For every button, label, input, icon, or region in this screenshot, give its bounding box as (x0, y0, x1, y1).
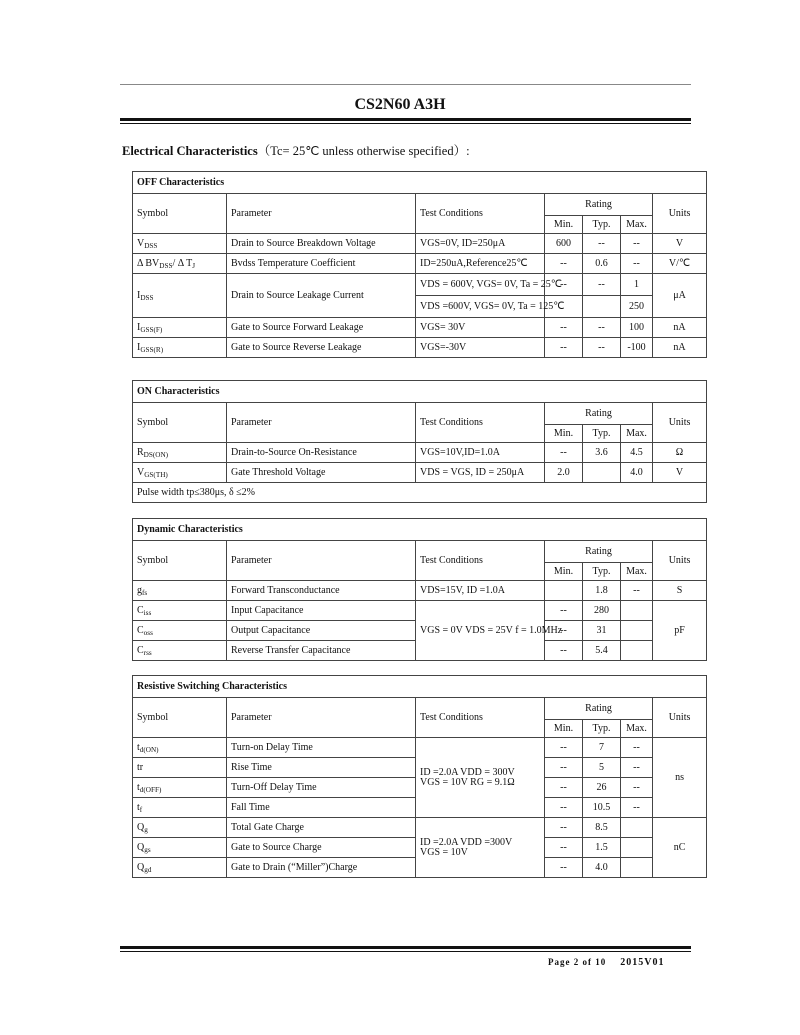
symbol-cell: $C_{rss}$ (133, 641, 227, 661)
typ-cell: 10.5 (583, 798, 621, 818)
table-row (133, 738, 707, 758)
max-cell: -- (621, 581, 653, 601)
header-units: Units (653, 403, 707, 443)
max-cell: 100 (621, 318, 653, 338)
min-cell: 600 (545, 234, 583, 254)
unit-cell: nC (653, 818, 707, 878)
max-cell: 4.0 (621, 463, 653, 483)
min-cell: -- (545, 818, 583, 838)
condition-cell: VGS=0V, ID=250μA (416, 234, 545, 254)
typ-cell (583, 463, 621, 483)
symbol-cell: $t_{d(OFF)}$ (133, 778, 227, 798)
typ-cell: -- (583, 234, 621, 254)
doc-version: 2015V01 (620, 957, 665, 968)
header-rating: Rating (545, 541, 653, 563)
table-row (133, 274, 707, 296)
max-cell: 1 (621, 274, 653, 296)
table-row (133, 463, 707, 483)
symbol-cell: tr (133, 758, 227, 778)
parameter-cell: Total Gate Charge (227, 818, 416, 838)
header-typ: Typ. (583, 216, 621, 234)
typ-cell: -- (583, 318, 621, 338)
condition-cell: VGS=10V,ID=1.0A (416, 443, 545, 463)
header-typ: Typ. (583, 720, 621, 738)
typ-cell: -- (583, 274, 621, 296)
parameter-cell: Gate Threshold Voltage (227, 463, 416, 483)
page-title: CS2N60 A3H (354, 96, 446, 113)
parameter-cell: Reverse Transfer Capacitance (227, 641, 416, 661)
max-cell: 4.5 (621, 443, 653, 463)
min-cell: -- (545, 443, 583, 463)
max-cell: 250 (621, 296, 653, 318)
typ-cell: 3.6 (583, 443, 621, 463)
min-cell: -- (545, 758, 583, 778)
condition-cell: ID =2.0A VDD = 300V VGS = 10V RG = 9.1Ω (416, 738, 545, 818)
parameter-cell: Drain to Source Leakage Current (227, 274, 416, 318)
min-cell: -- (545, 778, 583, 798)
parameter-cell: Gate to Source Reverse Leakage (227, 338, 416, 358)
header-parameter: Parameter (227, 194, 416, 234)
header-symbol: Symbol (133, 194, 227, 234)
table-row (133, 234, 707, 254)
symbol-cell: $I_{DSS}$ (133, 274, 227, 318)
max-cell (621, 858, 653, 878)
min-cell: -- (545, 254, 583, 274)
header-test-conditions: Test Conditions (416, 541, 545, 581)
parameter-cell: Rise Time (227, 758, 416, 778)
header-typ: Typ. (583, 563, 621, 581)
switching-title: Resistive Switching Characteristics (133, 676, 707, 698)
header-units: Units (653, 541, 707, 581)
table-row (133, 818, 707, 838)
header-parameter: Parameter (227, 403, 416, 443)
header-max: Max. (621, 720, 653, 738)
unit-cell: pF (653, 601, 707, 661)
title-rule-thin (120, 123, 691, 124)
switching-characteristics-table (132, 675, 707, 878)
symbol-cell: $I_{GSS(R)}$ (133, 338, 227, 358)
symbol-cell: $R_{DS(ON)}$ (133, 443, 227, 463)
table-row (133, 601, 707, 621)
header-max: Max. (621, 563, 653, 581)
header-min: Min. (545, 720, 583, 738)
symbol-cell: $Q_{gd}$ (133, 858, 227, 878)
footer-rule-thick (120, 946, 691, 949)
heading-rest: （Tc= 25℃ unless otherwise specified）: (257, 144, 470, 158)
min-cell: -- (545, 858, 583, 878)
parameter-cell: Output Capacitance (227, 621, 416, 641)
unit-cell: S (653, 581, 707, 601)
max-cell: -- (621, 234, 653, 254)
max-cell (621, 818, 653, 838)
symbol-cell: Δ $BV_{DSS}/$ Δ $T_J$ (133, 254, 227, 274)
unit-cell: μA (653, 274, 707, 318)
header-max: Max. (621, 425, 653, 443)
symbol-cell: $V_{GS(TH)}$ (133, 463, 227, 483)
symbol-cell: $Q_{gs}$ (133, 838, 227, 858)
condition-cell: VDS =600V, VGS= 0V, Ta = 125℃ (416, 296, 545, 318)
typ-cell: 4.0 (583, 858, 621, 878)
header-rating: Rating (545, 194, 653, 216)
typ-cell: 1.8 (583, 581, 621, 601)
typ-cell: 31 (583, 621, 621, 641)
parameter-cell: Bvdss Temperature Coefficient (227, 254, 416, 274)
symbol-cell: $t_f$ (133, 798, 227, 818)
off-title: OFF Characteristics (133, 172, 707, 194)
typ-cell (583, 296, 621, 318)
max-cell: -- (621, 758, 653, 778)
condition-cell: ID=250uA,Reference25℃ (416, 254, 545, 274)
unit-cell: V/℃ (653, 254, 707, 274)
symbol-cell: $C_{iss}$ (133, 601, 227, 621)
typ-cell: 280 (583, 601, 621, 621)
parameter-cell: Fall Time (227, 798, 416, 818)
max-cell (621, 621, 653, 641)
on-title: ON Characteristics (133, 381, 707, 403)
min-cell: 2.0 (545, 463, 583, 483)
condition-cell: VGS = 0V VDS = 25V f = 1.0MHz (416, 601, 545, 661)
symbol-cell: $Q_g$ (133, 818, 227, 838)
max-cell: -- (621, 254, 653, 274)
parameter-cell: Gate to Drain (“Miller”)Charge (227, 858, 416, 878)
symbol-cell: $t_{d(ON)}$ (133, 738, 227, 758)
typ-cell: 1.5 (583, 838, 621, 858)
min-cell: -- (545, 318, 583, 338)
unit-cell: V (653, 463, 707, 483)
header-rating: Rating (545, 403, 653, 425)
parameter-cell: Turn-Off Delay Time (227, 778, 416, 798)
footer-rule-thin (120, 951, 691, 952)
header-test-conditions: Test Conditions (416, 698, 545, 738)
typ-cell: 5 (583, 758, 621, 778)
parameter-cell: Drain-to-Source On-Resistance (227, 443, 416, 463)
max-cell (621, 601, 653, 621)
parameter-cell: Gate to Source Forward Leakage (227, 318, 416, 338)
header-symbol: Symbol (133, 541, 227, 581)
typ-cell: 7 (583, 738, 621, 758)
header-units: Units (653, 698, 707, 738)
unit-cell: V (653, 234, 707, 254)
min-cell: -- (545, 838, 583, 858)
symbol-cell: $C_{oss}$ (133, 621, 227, 641)
section-heading (122, 141, 470, 159)
page-number: Page 2 of 10 (548, 957, 607, 967)
condition-cell: VGS=-30V (416, 338, 545, 358)
unit-cell: Ω (653, 443, 707, 463)
condition-cell: VDS=15V, ID =1.0A (416, 581, 545, 601)
top-divider (120, 84, 691, 85)
parameter-cell: Drain to Source Breakdown Voltage (227, 234, 416, 254)
pulse-note: Pulse width tp≤380μs, δ ≤2% (133, 483, 707, 503)
unit-cell: nA (653, 338, 707, 358)
header-min: Min. (545, 425, 583, 443)
condition-cell: VGS= 30V (416, 318, 545, 338)
typ-cell: 5.4 (583, 641, 621, 661)
header-rating: Rating (545, 698, 653, 720)
table-row (133, 318, 707, 338)
min-cell: -- (545, 738, 583, 758)
header-min: Min. (545, 216, 583, 234)
table-row (133, 443, 707, 463)
header-typ: Typ. (583, 425, 621, 443)
max-cell (621, 641, 653, 661)
parameter-cell: Gate to Source Charge (227, 838, 416, 858)
on-characteristics-table (132, 380, 707, 503)
symbol-cell: $g_{fs}$ (133, 581, 227, 601)
min-cell: -- (545, 601, 583, 621)
max-cell: -- (621, 798, 653, 818)
parameter-cell: Turn-on Delay Time (227, 738, 416, 758)
min-cell: -- (545, 798, 583, 818)
header-parameter: Parameter (227, 698, 416, 738)
header-parameter: Parameter (227, 541, 416, 581)
parameter-cell: Forward Transconductance (227, 581, 416, 601)
title-rule-thick (120, 118, 691, 121)
min-cell (545, 581, 583, 601)
symbol-cell: $I_{GSS(F)}$ (133, 318, 227, 338)
min-cell: -- (545, 641, 583, 661)
header-symbol: Symbol (133, 698, 227, 738)
header-test-conditions: Test Conditions (416, 403, 545, 443)
header-units: Units (653, 194, 707, 234)
symbol-cell: $V_{DSS}$ (133, 234, 227, 254)
max-cell: -- (621, 738, 653, 758)
table-row (133, 254, 707, 274)
off-characteristics-table (132, 171, 707, 358)
unit-cell: ns (653, 738, 707, 818)
min-cell: -- (545, 274, 583, 296)
heading-bold: Electrical Characteristics (122, 144, 258, 158)
typ-cell: 26 (583, 778, 621, 798)
page-footer (548, 957, 664, 968)
min-cell: -- (545, 621, 583, 641)
max-cell: -- (621, 778, 653, 798)
typ-cell: 8.5 (583, 818, 621, 838)
max-cell: -100 (621, 338, 653, 358)
parameter-cell: Input Capacitance (227, 601, 416, 621)
unit-cell: nA (653, 318, 707, 338)
max-cell (621, 838, 653, 858)
condition-cell: VDS = 600V, VGS= 0V, Ta = 25℃ (416, 274, 545, 296)
typ-cell: 0.6 (583, 254, 621, 274)
header-max: Max. (621, 216, 653, 234)
typ-cell: -- (583, 338, 621, 358)
table-row (133, 581, 707, 601)
header-symbol: Symbol (133, 403, 227, 443)
min-cell: -- (545, 338, 583, 358)
header-test-conditions: Test Conditions (416, 194, 545, 234)
table-row (133, 338, 707, 358)
dynamic-title: Dynamic Characteristics (133, 519, 707, 541)
header-min: Min. (545, 563, 583, 581)
dynamic-characteristics-table (132, 518, 707, 661)
condition-cell: ID =2.0A VDD =300V VGS = 10V (416, 818, 545, 878)
condition-cell: VDS = VGS, ID = 250μA (416, 463, 545, 483)
